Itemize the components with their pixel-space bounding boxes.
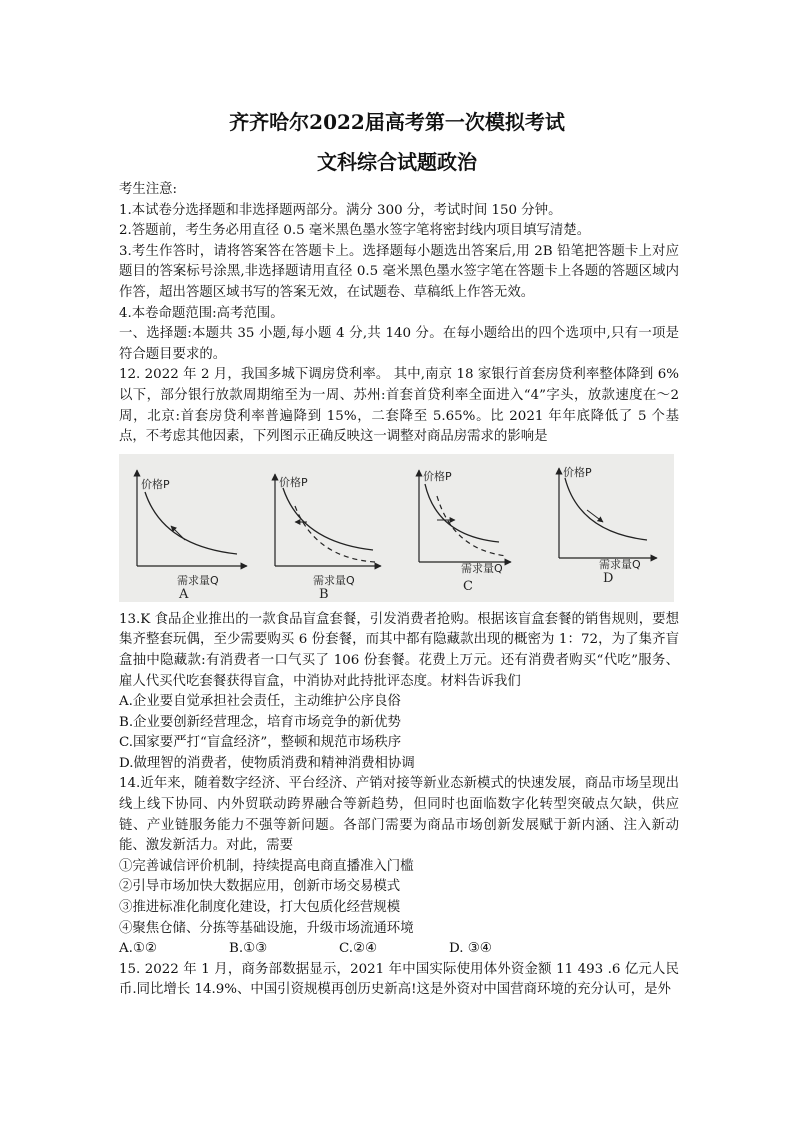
question-13-stem: 13.K 食品企业推出的一款食品盲盒套餐，引发消费者抢购。根据该盲盒套餐的销售规则，要想集齐整套玩偶，至少需要购买 6 份套餐，而其中都有隐藏款出现的概密为 1：72，为了集齐盲盒抽中隐藏款:有消费者一口气买了 106 份套餐。花费上万元。还有消费者购买“代吃”服务、雇人代买代吃套餐获得盲盒，中消协对此持批评态度。材料告诉我们 xyxy=(119,611,679,689)
option-item: B.企业要创新经营理念，培育市场竞争的新优势 xyxy=(119,714,401,730)
panel-b xyxy=(275,474,381,602)
option-item: D.做理智的消费者，使物质消费和精神消费相协调 xyxy=(119,755,415,771)
option-label-a: A xyxy=(179,586,189,602)
panel-d xyxy=(559,465,657,586)
choice-a: A.①② xyxy=(119,941,157,957)
exam-title: 齐齐哈尔2022届高考第一次模拟考试 xyxy=(229,110,565,134)
y-axis-label: 价格P xyxy=(423,469,452,483)
note-item: 1.本试卷分选择题和非选择题两部分。满分 300 分，考试时间 150 分钟。 xyxy=(119,202,562,218)
y-axis-label: 价格P xyxy=(141,477,170,491)
shifted-demand-curve xyxy=(437,496,507,556)
demand-curve xyxy=(425,484,499,542)
y-axis-label: 价格P xyxy=(279,475,308,489)
section-instructions: 一、选择题:本题共 35 小题,每小题 4 分,共 140 分。在每小题给出的四个选项中,只有一项是符合题目要求的。 xyxy=(119,326,679,362)
y-axis-label: 价格P xyxy=(563,465,592,479)
x-axis-label: 需求量Q xyxy=(313,573,355,587)
answer-choices xyxy=(119,939,559,960)
statement-item: ③推进标准化制度化建设，打大包质化经营规模 xyxy=(119,900,401,916)
option-label-d: D xyxy=(603,570,614,586)
statement-item: ②引导市场加快大数据应用，创新市场交易模式 xyxy=(119,879,401,895)
note-item: 3.考生作答时，请将答案答在答题卡上。选择题每小题选出答案后,用 2B 铅笔把答题卡上对应题目的答案标号涂黑,非选择题请用直径 0.5 毫米黑色墨水签字笔在答题卡上各题的答题区域内作答，超出答题区域书写的答案无效，在试题卷、草稿纸上作答无效。 xyxy=(119,243,679,300)
shifted-demand-curve xyxy=(295,506,375,562)
exam-subtitle: 文科综合试题政治 xyxy=(317,150,477,174)
note-item: 2.答题前，考生务必用直径 0.5 毫米黑色墨水签字笔将密封线内项目填写清楚。 xyxy=(119,223,591,239)
x-axis-label: 需求量Q xyxy=(461,561,503,575)
demand-curve xyxy=(565,478,647,540)
option-label-c: C xyxy=(463,578,473,594)
demand-curves-svg xyxy=(119,454,674,602)
note-item: 4.本卷命题范围:高考范围。 xyxy=(119,305,284,321)
notes-heading: 考生注意: xyxy=(119,182,178,197)
choice-b: B.①③ xyxy=(229,941,268,957)
choice-c: C.②④ xyxy=(339,941,378,957)
exam-body xyxy=(119,180,679,1001)
option-item: C.国家要严打“盲盒经济”，整顿和规范市场秩序 xyxy=(119,735,402,751)
x-axis-label: 需求量Q xyxy=(177,573,219,587)
question-15-stem: 15. 2022 年 1 月，商务部数据显示，2021 年中国实际使用体外资金额 11 493 .6 亿元人民币.同比增长 14.9%、中国引资规模再创历史新高!这是外资对中国营商环境的充分认可，是外 xyxy=(119,961,679,998)
question-14-stem: 14.近年来，随着数字经济、平台经济、产销对接等新业态新模式的快速发展，商品市场呈现出线上线下协同、内外贸联动跨界融合等新趋势，但同时也面临数字化转型突破点欠缺，供应链、产业链服务能力不强等新问题。各部门需要为商品市场创新发展赋于新内涵、注入新动能、激发新活力。对此，需要 xyxy=(119,776,679,854)
movement-arrow xyxy=(171,526,185,540)
statement-item: ④聚焦仓储、分拣等基础设施，升级市场流通环境 xyxy=(119,920,414,936)
movement-arrow xyxy=(587,510,603,522)
panel-a xyxy=(137,470,247,602)
option-label-b: B xyxy=(319,586,329,602)
statement-item: ①完善诚信评价机制，持续提高电商直播准入门槛 xyxy=(119,858,414,874)
demand-curve-figure xyxy=(119,454,674,602)
option-item: A.企业要自觉承担社会责任，主动维护公序良俗 xyxy=(119,694,401,710)
demand-curve xyxy=(283,488,373,550)
question-12-stem: 12. 2022 年 2 月，我国多城下调房贷利率。 其中,南京 18 家银行首套房贷利率整体降到 6%以下，部分银行放款周期缩至为一周、苏州:首套首贷利率全面进入“4”字头，放款速度在～2 周，北京:首套房贷利率普遍降到 15%，二套降至 5.65%。比 2021 年年底降低了 5 个基点，不考虑其他因素，下列图示正确反映这一调整对商品房需求的影响是 xyxy=(119,367,679,445)
demand-curve xyxy=(145,492,237,554)
x-axis-label: 需求量Q xyxy=(599,557,641,571)
panel-c xyxy=(419,469,511,594)
choice-d: D. ③④ xyxy=(449,941,492,957)
